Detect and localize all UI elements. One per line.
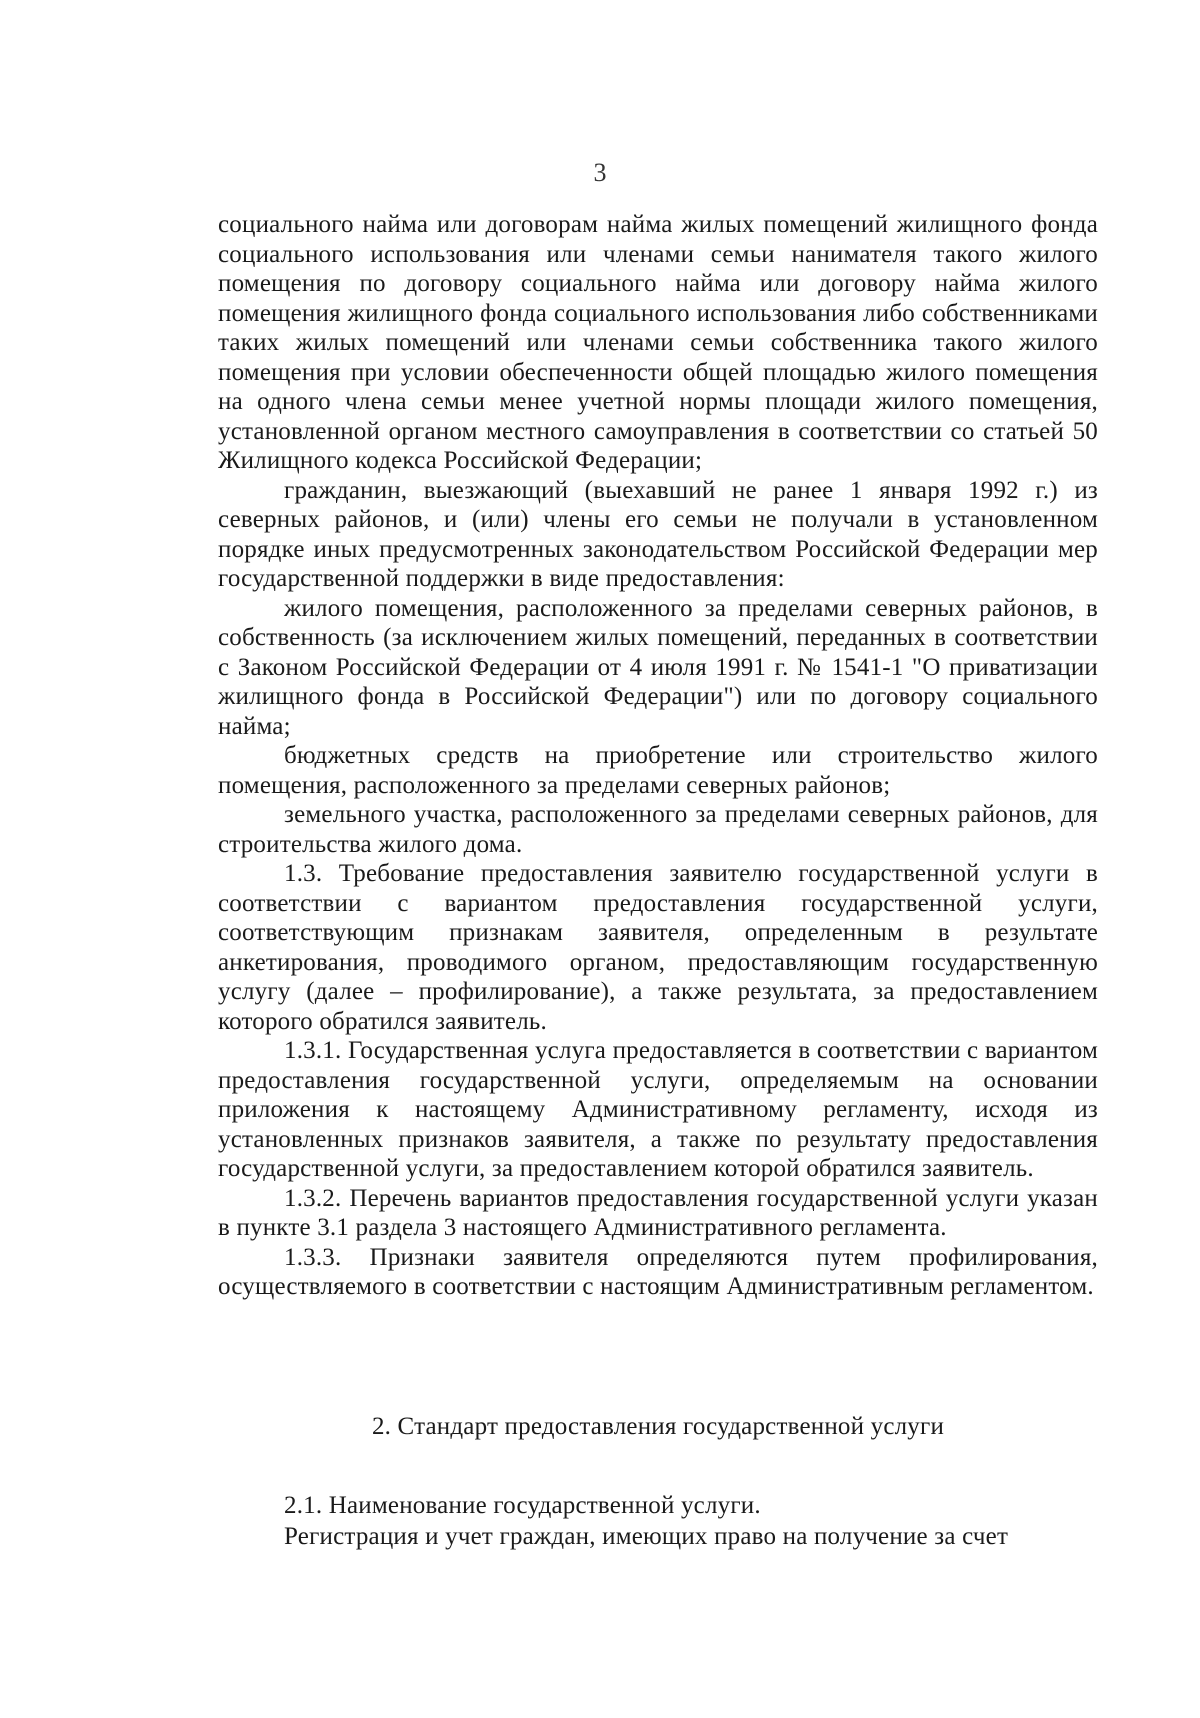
section-body bbox=[218, 1490, 1098, 1552]
paragraph: гражданин, выезжающий (выехавший не ранее 1 января 1992 г.) из северных районов, и (или) члены его семьи не получали в установленном порядке иных предусмотренных законодательством Российской Федерации мер государственной поддержки в виде предоставления: bbox=[218, 476, 1098, 592]
paragraph-clause-1-3-3: 1.3.3. Признаки заявителя определяются путем профилирования, осуществляемого в соответствии с настоящим Административным регламентом. bbox=[218, 1243, 1098, 1300]
paragraph-clause-1-3: 1.3. Требование предоставления заявителю государственной услуги в соответствии с вариантом предоставления государственной услуги, соответствующим признакам заявителя, определенным в результате анкетирования, проводимого органом, предоставляющим государственную услугу (далее – профилирование), а также результата, за предоставлением которого обратился заявитель. bbox=[218, 860, 1098, 1035]
paragraph: земельного участка, расположенного за пределами северных районов, для строительства жилого дома. bbox=[218, 801, 1098, 858]
subsection-title: 2.1. Наименование государственной услуги. bbox=[284, 1492, 761, 1519]
body-text bbox=[218, 210, 1098, 1302]
section-heading: 2. Стандарт предоставления государственной услуги bbox=[371, 1413, 945, 1440]
paragraph-clause-1-3-1: 1.3.1. Государственная услуга предоставляется в соответствии с вариантом предоставления государственной услуги, определяемым на основании приложения к настоящему Административному регламенту, исходя из установленных признаков заявителя, а также по результату предоставления государственной услуги, за предоставлением которой обратился заявитель. bbox=[218, 1037, 1098, 1182]
paragraph: жилого помещения, расположенного за пределами северных районов, в собственность (за исключением жилых помещений, переданных в соответствии с Законом Российской Федерации от 4 июля 1991 г. № 1541-1 "О приватизации жилищного фонда в Российской Федерации") или по договору социального найма; bbox=[218, 594, 1098, 740]
paragraph-last-line: Регистрация и учет граждан, имеющих право на получение за счет bbox=[284, 1523, 1009, 1550]
paragraph-clause-1-3-2: 1.3.2. Перечень вариантов предоставления государственной услуги указан в пункте 3.1 раздела 3 настоящего Административного регламента. bbox=[218, 1184, 1098, 1241]
paragraph: бюджетных средств на приобретение или строительство жилого помещения, расположенного за пределами северных районов; bbox=[218, 742, 1098, 799]
page-number: 3 bbox=[593, 158, 607, 187]
paragraph-continuation: социального найма или договорам найма жилых помещений жилищного фонда социального использования или членами семьи нанимателя такого жилого помещения по договору социального найма или договору найма жилого помещения жилищного фонда социального использования либо собственниками таких жилых помещений или членами семьи собственника такого жилого помещения при условии обеспеченности общей площадью жилого помещения на одного члена семьи менее учетной нормы площади жилого помещения, установленной органом местного самоуправления в соответствии со статьей 50 Жилищного кодекса Российской Федерации; bbox=[218, 211, 1098, 474]
